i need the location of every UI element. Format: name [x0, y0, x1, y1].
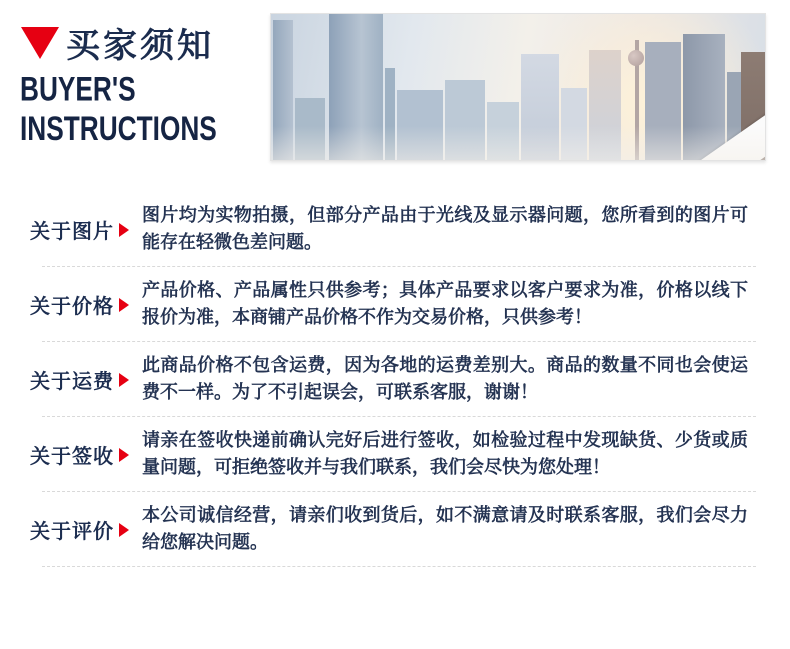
arrow-right-icon [119, 298, 129, 312]
page-title-chinese: 买家须知 [66, 27, 214, 65]
page-title-english-line2: INSTRUCTIONS [20, 109, 217, 148]
section-divider [42, 566, 756, 567]
arrow-right-icon [119, 223, 129, 237]
section-about-price [30, 267, 762, 341]
page-header [0, 0, 790, 172]
section-text: 此商品价格不包含运费，因为各地的运费差别大。商品的数量不同也会使运费不一样。为了不引起误会，可联系客服，谢谢！ [142, 355, 748, 402]
section-label-wrap [30, 365, 142, 394]
section-about-feedback [30, 492, 762, 566]
section-label: 关于运费 [30, 370, 114, 393]
section-label: 关于图片 [30, 220, 114, 243]
arrow-right-icon [119, 448, 129, 462]
page-title-english [20, 70, 217, 148]
horizon-haze [271, 126, 765, 160]
section-about-images [30, 190, 762, 266]
section-about-receipt [30, 417, 762, 491]
section-about-shipping [30, 342, 762, 416]
section-label-wrap [30, 440, 142, 469]
section-text: 图片均为实物拍摄，但部分产品由于光线及显示器问题，您所看到的图片可能存在轻微色差问题。 [142, 205, 748, 252]
arrow-right-icon [119, 373, 129, 387]
section-text: 产品价格、产品属性只供参考；具体产品要求以客户要求为准，价格以线下报价为准，本商铺产品价格不作为交易价格，只供参考！ [142, 280, 748, 327]
instructions-list [30, 190, 762, 567]
section-text: 本公司诚信经营，请亲们收到货后，如不满意请及时联系客服，我们会尽力给您解决问题。 [142, 505, 748, 552]
section-label-wrap [30, 515, 142, 544]
arrow-right-icon [119, 523, 129, 537]
oriental-pearl-sphere [628, 50, 644, 66]
section-label-wrap [30, 215, 142, 244]
section-label: 关于签收 [30, 445, 114, 468]
section-label-wrap [30, 290, 142, 319]
section-label: 关于评价 [30, 520, 114, 543]
city-skyline-image [270, 13, 766, 161]
section-text: 请亲在签收快递前确认完好后进行签收，如检验过程中发现缺货、少货或质量问题，可拒绝签收并与我们联系，我们会尽快为您处理！ [142, 430, 748, 477]
section-label: 关于价格 [30, 295, 114, 318]
triangle-down-icon [21, 27, 59, 59]
page-title-english-line1: BUYER'S [20, 70, 136, 109]
